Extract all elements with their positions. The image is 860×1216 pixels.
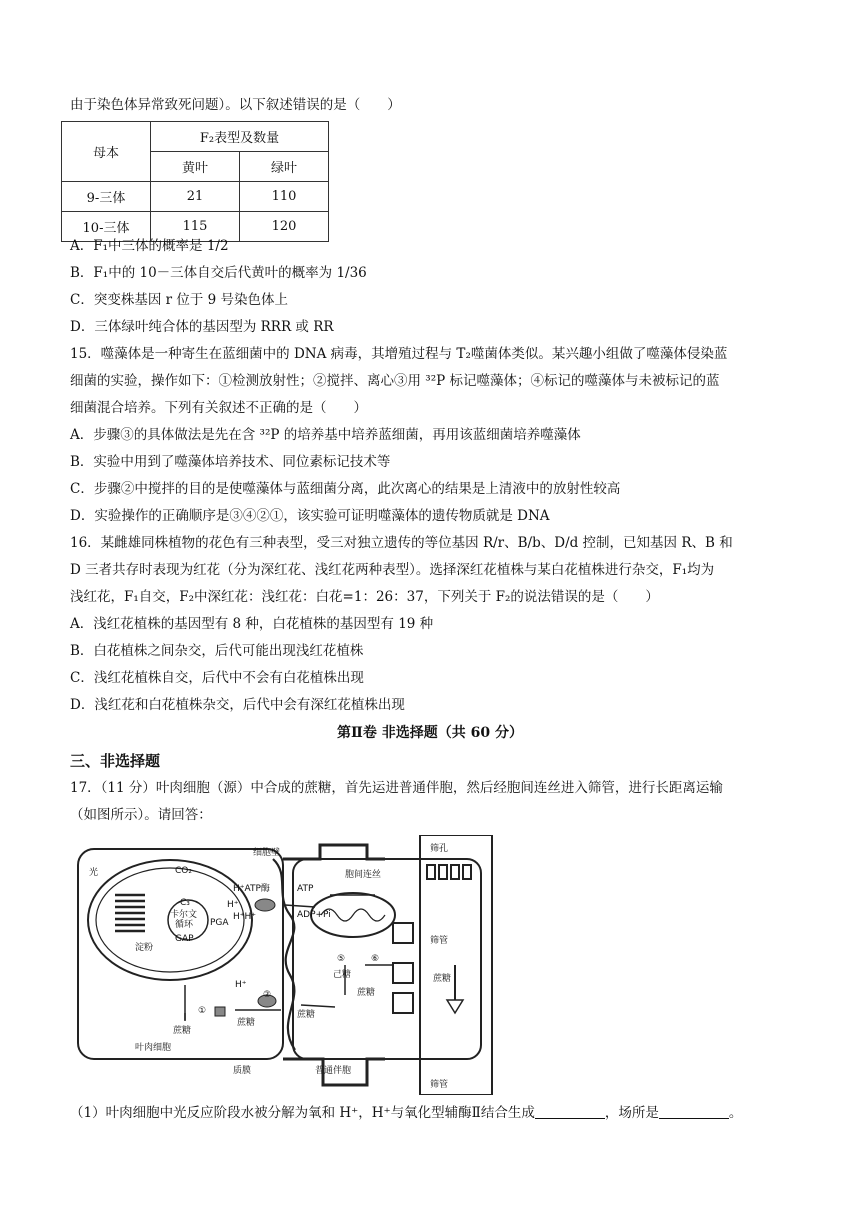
q14-option-c: C．突变株基因 r 位于 9 号染色体上 [70, 292, 289, 308]
label-sieve-tube-2: 筛管 [430, 1080, 449, 1090]
q17-stem-1: 17．（11 分）叶肉细胞（源）中合成的蔗糖，首先运进普通伴胞，然后经胞间连丝进入筛管，进行长距离运输 [70, 780, 723, 796]
label-num6: ⑥ [371, 954, 380, 964]
cell-yellow: 115 [151, 212, 240, 242]
label-h3: H⁺ [235, 980, 247, 990]
cell-mother: 9-三体 [62, 182, 151, 212]
cell-green: 110 [240, 182, 329, 212]
label-adp: ADP+Pi [297, 910, 331, 920]
label-sieve-pore: 筛孔 [430, 844, 449, 854]
q16-stem-3: 浅红花，F₁自交，F₂中深红花：浅红花：白花=1：26：37，下列关于 F₂的说法错误的是（ ） [70, 589, 659, 605]
label-co2: CO₂ [175, 866, 192, 876]
label-c3: C₃ [180, 898, 190, 908]
q17-sub1-b: ，场所是 [604, 1105, 659, 1121]
header-green: 绿叶 [240, 152, 329, 182]
q15-stem-2: 细菌的实验，操作如下：①检测放射性；②搅拌、离心③用 ³²P 标记噬藻体；④标记的噬藻体与未被标记的蓝 [70, 373, 720, 389]
label-starch: 淀粉 [135, 943, 154, 953]
label-sucrose-flow: 蔗糖 [433, 974, 452, 984]
label-h1: H⁺ [227, 900, 239, 910]
label-gap: GAP [175, 934, 194, 944]
q17-sub1 [70, 1103, 742, 1123]
label-sieve-tube: 筛管 [430, 936, 449, 946]
label-num1: ① [198, 1006, 207, 1016]
label-mesophyll: 叶肉细胞 [135, 1043, 172, 1053]
label-hexose: 己糖 [333, 970, 352, 980]
table-row [62, 182, 329, 212]
label-sucrose3: 蔗糖 [297, 1010, 316, 1020]
intro-line: 由于染色体异常致死问题）。以下叙述错误的是（ ） [70, 97, 401, 113]
q16-stem-2: D 三者共存时表现为红花（分为深红花、浅红花两种表型）。选择深红花植株与某白花植株进行杂交，F₁均为 [70, 562, 715, 578]
q16-option-d: D．浅红花和白花植株杂交，后代中会有深红花植株出现 [70, 697, 405, 713]
q16-option-a: A．浅红花植株的基因型有 8 种，白花植株的基因型有 19 种 [70, 616, 434, 632]
q17-sub1-a: （1）叶肉细胞中光反应阶段水被分解为氧和 H⁺，H⁺与氧化型辅酶Ⅱ结合生成 [70, 1105, 535, 1121]
answer-blank-2[interactable] [659, 1104, 729, 1119]
q16-stem-1: 16．某雌雄同株植物的花色有三种表型，受三对独立遗传的等位基因 R/r、B/b、D/d 控制，已知基因 R、B 和 [70, 535, 733, 551]
label-h2: H⁺H⁺ [233, 912, 257, 922]
transporter-1 [215, 1007, 225, 1016]
q15-option-a: A．步骤③的具体做法是先在含 ³²P 的培养基中培养蓝细菌，再用该蓝细菌培养噬藻体 [70, 427, 581, 443]
label-num2: ② [263, 990, 272, 1000]
genotype-table [61, 121, 329, 242]
q16-option-c: C．浅红花植株自交，后代中不会有白花植株出现 [70, 670, 364, 686]
q17-stem-2: （如图所示）。请回答： [70, 807, 212, 823]
label-atp: ATP [297, 884, 314, 894]
label-companion: 普通伴胞 [315, 1066, 352, 1076]
q15-option-c: C．步骤②中搅拌的目的是使噬藻体与蓝细菌分离，此次离心的结果是上清液中的放射性较高 [70, 481, 621, 497]
label-calvin-2: 循环 [175, 920, 194, 930]
label-num5: ⑤ [337, 954, 346, 964]
label-pga: PGA [210, 918, 229, 928]
label-cell-wall: 细胞壁 [253, 848, 281, 858]
atpase-protein [255, 899, 275, 911]
label-sucrose4: 蔗糖 [357, 988, 376, 998]
answer-blank-1[interactable] [535, 1104, 605, 1119]
label-membrane: 质膜 [233, 1066, 252, 1076]
label-sucrose1: 蔗糖 [173, 1026, 192, 1036]
header-f2: F₂表型及数量 [151, 122, 329, 152]
q16-option-b: B．白花植株之间杂交，后代可能出现浅红花植株 [70, 643, 364, 659]
cell-yellow: 21 [151, 182, 240, 212]
q14-option-d: D．三体绿叶纯合体的基因型为 RRR 或 RR [70, 319, 334, 335]
q15-stem-1: 15．噬藻体是一种寄生在蓝细菌中的 DNA 病毒，其增殖过程与 T₂噬菌体类似。某兴趣小组做了噬藻体侵染蓝 [70, 346, 728, 362]
section-title: 第Ⅱ卷 非选择题（共 60 分） [337, 725, 523, 741]
q15-option-d: D．实验操作的正确顺序是③④②①，该实验可证明噬藻体的遗传物质就是 DNA [70, 508, 550, 524]
label-sucrose2: 蔗糖 [237, 1018, 256, 1028]
q15-stem-3: 细菌混合培养。下列有关叙述不正确的是（ ） [70, 400, 367, 416]
cell-green: 120 [240, 212, 329, 242]
cell-mother: 10-三体 [62, 212, 151, 242]
label-light: 光 [89, 868, 99, 878]
label-h-atpase: H⁺ATP酶 [233, 884, 270, 894]
header-mother: 母本 [62, 122, 151, 182]
header-yellow: 黄叶 [151, 152, 240, 182]
q14-option-a: A．F₁中三体的概率是 1/2 [70, 238, 229, 254]
q15-option-b: B．实验中用到了噬藻体培养技术、同位素标记技术等 [70, 454, 391, 470]
part-title: 三、非选择题 [70, 752, 161, 770]
q17-sub1-c: 。 [728, 1105, 743, 1121]
q14-option-b: B．F₁中的 10－三体自交后代黄叶的概率为 1/36 [70, 265, 367, 281]
label-calvin-1: 卡尔文 [170, 910, 198, 920]
label-plasmodesma: 胞间连丝 [345, 870, 382, 880]
phloem-loading-diagram [75, 835, 495, 1095]
